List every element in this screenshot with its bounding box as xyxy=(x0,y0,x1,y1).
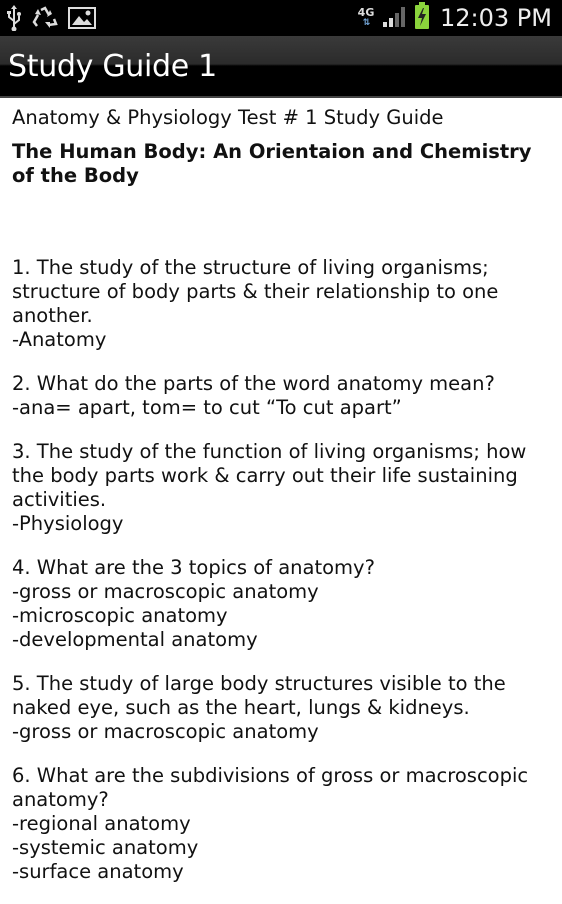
question-text: 1. The study of the structure of living organisms; structure of body parts & their relationship to one another. xyxy=(12,256,499,327)
answer-text: -gross or macroscopic anatomy xyxy=(12,580,319,603)
spacer xyxy=(12,188,552,256)
answer-text: -Anatomy xyxy=(12,328,107,351)
list-item xyxy=(12,556,552,652)
status-indicators xyxy=(356,0,552,36)
document-title: Anatomy & Physiology Test # 1 Study Guide xyxy=(12,106,444,129)
question-text: 2. What do the parts of the word anatomy mean? xyxy=(12,372,495,395)
answer-text: -ana= apart, tom= to cut “To cut apart” xyxy=(12,396,402,419)
recycle-icon xyxy=(32,6,58,30)
app-bar xyxy=(0,36,562,98)
answer-text: -Physiology xyxy=(12,512,124,535)
page-title: Study Guide 1 xyxy=(8,49,217,84)
question-text: 3. The study of the function of living organisms; how the body parts work & carry out their life sustaining activities. xyxy=(12,440,527,511)
list-item xyxy=(12,764,552,884)
answer-text: -developmental anatomy xyxy=(12,628,258,651)
list-item xyxy=(12,440,552,536)
clock: 12:03 PM xyxy=(440,4,552,32)
network-indicator xyxy=(356,8,376,28)
question-text: 5. The study of large body structures visible to the naked eye, such as the heart, lungs & kidneys. xyxy=(12,672,506,719)
list-item xyxy=(12,672,552,744)
list-item xyxy=(12,372,552,420)
network-type: 4G xyxy=(357,6,375,19)
question-text: 4. What are the 3 topics of anatomy? xyxy=(12,556,375,579)
answer-text: -regional anatomy xyxy=(12,812,191,835)
document-heading: The Human Body: An Orientaion and Chemistry of the Body xyxy=(12,140,532,187)
list-item xyxy=(12,256,552,352)
question-text: 6. What are the subdivisions of gross or macroscopic anatomy? xyxy=(12,764,529,811)
answer-text: -surface anatomy xyxy=(12,860,184,883)
status-bar xyxy=(0,0,562,36)
data-activity-arrows: ⇅ xyxy=(362,18,370,28)
notification-icons xyxy=(6,4,96,32)
battery-icon xyxy=(414,2,430,34)
usb-icon xyxy=(6,5,22,31)
image-icon xyxy=(68,7,96,29)
study-guide-content[interactable] xyxy=(12,106,552,904)
answer-text: -gross or macroscopic anatomy xyxy=(12,720,319,743)
answer-text: -systemic anatomy xyxy=(12,836,199,859)
question-list xyxy=(12,256,552,884)
signal-icon xyxy=(382,4,408,32)
answer-text: -microscopic anatomy xyxy=(12,604,228,627)
